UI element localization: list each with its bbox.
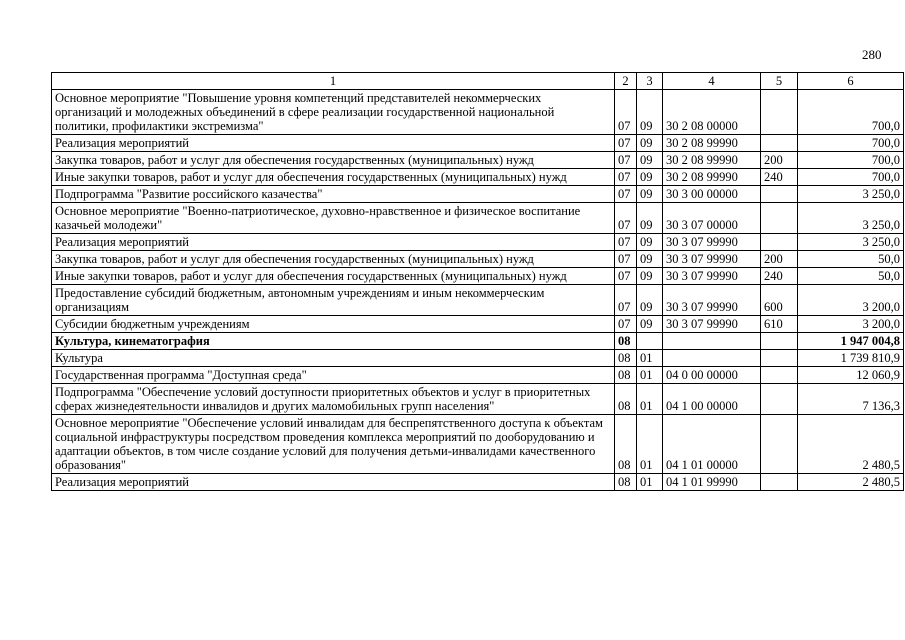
row-section-cell: 07 bbox=[615, 316, 637, 333]
row-section-cell: 07 bbox=[615, 186, 637, 203]
table-row bbox=[52, 152, 904, 169]
row-subsection-cell: 09 bbox=[637, 135, 663, 152]
row-name-cell: Государственная программа "Доступная среда" bbox=[52, 367, 615, 384]
row-target-article-cell: 04 1 00 00000 bbox=[663, 384, 761, 415]
table-row bbox=[52, 268, 904, 285]
row-name-cell: Культура bbox=[52, 350, 615, 367]
header-cell: 4 bbox=[663, 73, 761, 90]
row-name-cell: Предоставление субсидий бюджетным, автономным учреждениям и иным некоммерческим организациям bbox=[52, 285, 615, 316]
row-target-article-cell bbox=[663, 333, 761, 350]
table-row bbox=[52, 316, 904, 333]
row-target-article-cell: 04 1 01 00000 bbox=[663, 415, 761, 474]
row-amount-cell: 2 480,5 bbox=[798, 415, 904, 474]
row-name-cell: Реализация мероприятий bbox=[52, 474, 615, 491]
row-subsection-cell: 01 bbox=[637, 367, 663, 384]
table-row bbox=[52, 350, 904, 367]
row-amount-cell: 3 250,0 bbox=[798, 203, 904, 234]
table-row bbox=[52, 186, 904, 203]
row-name-cell: Основное мероприятие "Повышение уровня компетенций представителей некоммерческих организаций и молодежных объединений в сфере реализации государственной национальной политики, профилактики экстремизма" bbox=[52, 90, 615, 135]
row-subsection-cell: 09 bbox=[637, 316, 663, 333]
table-header-row bbox=[52, 73, 904, 90]
table-row bbox=[52, 384, 904, 415]
table-row bbox=[52, 203, 904, 234]
row-amount-cell: 3 200,0 bbox=[798, 285, 904, 316]
row-name-cell: Основное мероприятие "Обеспечение условий инвалидам для беспрепятственного доступа к объектам социальной инфраструктуры посредством проведения комплекса мероприятий по дооборудованию и адаптации объектов, в том числе создание условий для получения детьми-инвалидами качественного образования" bbox=[52, 415, 615, 474]
table-row bbox=[52, 135, 904, 152]
row-section-cell: 07 bbox=[615, 203, 637, 234]
row-expense-type-cell bbox=[761, 90, 798, 135]
row-section-cell: 07 bbox=[615, 152, 637, 169]
table-row bbox=[52, 234, 904, 251]
row-section-cell: 07 bbox=[615, 234, 637, 251]
row-subsection-cell: 09 bbox=[637, 234, 663, 251]
row-subsection-cell: 01 bbox=[637, 474, 663, 491]
row-section-cell: 08 bbox=[615, 384, 637, 415]
table-row bbox=[52, 415, 904, 474]
row-section-cell: 07 bbox=[615, 135, 637, 152]
row-section-cell: 08 bbox=[615, 333, 637, 350]
row-amount-cell: 700,0 bbox=[798, 169, 904, 186]
row-name-cell: Реализация мероприятий bbox=[52, 135, 615, 152]
row-expense-type-cell bbox=[761, 384, 798, 415]
row-amount-cell: 1 947 004,8 bbox=[798, 333, 904, 350]
table-row bbox=[52, 90, 904, 135]
row-expense-type-cell: 240 bbox=[761, 268, 798, 285]
row-subsection-cell: 09 bbox=[637, 152, 663, 169]
row-subsection-cell: 09 bbox=[637, 203, 663, 234]
row-subsection-cell: 09 bbox=[637, 251, 663, 268]
table-row bbox=[52, 251, 904, 268]
row-amount-cell: 700,0 bbox=[798, 90, 904, 135]
row-section-cell: 08 bbox=[615, 474, 637, 491]
row-section-cell: 07 bbox=[615, 169, 637, 186]
page-number: 280 bbox=[862, 47, 882, 62]
row-expense-type-cell: 600 bbox=[761, 285, 798, 316]
row-subsection-cell: 09 bbox=[637, 169, 663, 186]
table-row bbox=[52, 333, 904, 350]
row-section-cell: 07 bbox=[615, 90, 637, 135]
header-cell: 2 bbox=[615, 73, 637, 90]
table-row bbox=[52, 285, 904, 316]
row-section-cell: 08 bbox=[615, 415, 637, 474]
row-name-cell: Подпрограмма "Обеспечение условий доступности приоритетных объектов и услуг в приоритетных сферах жизнедеятельности инвалидов и других маломобильных групп населения" bbox=[52, 384, 615, 415]
row-amount-cell: 7 136,3 bbox=[798, 384, 904, 415]
row-target-article-cell: 30 3 07 99990 bbox=[663, 268, 761, 285]
header-cell: 1 bbox=[52, 73, 615, 90]
row-name-cell: Иные закупки товаров, работ и услуг для обеспечения государственных (муниципальных) нужд bbox=[52, 169, 615, 186]
table-row bbox=[52, 367, 904, 384]
row-name-cell: Реализация мероприятий bbox=[52, 234, 615, 251]
row-expense-type-cell bbox=[761, 367, 798, 384]
row-name-cell: Культура, кинематография bbox=[52, 333, 615, 350]
row-target-article-cell: 30 3 07 99990 bbox=[663, 316, 761, 333]
budget-table bbox=[51, 72, 904, 491]
row-section-cell: 07 bbox=[615, 251, 637, 268]
row-expense-type-cell bbox=[761, 203, 798, 234]
row-subsection-cell: 09 bbox=[637, 268, 663, 285]
row-subsection-cell: 01 bbox=[637, 384, 663, 415]
table-row bbox=[52, 169, 904, 186]
row-name-cell: Закупка товаров, работ и услуг для обеспечения государственных (муниципальных) нужд bbox=[52, 152, 615, 169]
table-row bbox=[52, 474, 904, 491]
row-name-cell: Основное мероприятие "Военно-патриотическое, духовно-нравственное и физическое воспитание казачьей молодежи" bbox=[52, 203, 615, 234]
row-subsection-cell: 01 bbox=[637, 350, 663, 367]
row-amount-cell: 3 200,0 bbox=[798, 316, 904, 333]
row-amount-cell: 700,0 bbox=[798, 135, 904, 152]
row-subsection-cell: 01 bbox=[637, 415, 663, 474]
row-expense-type-cell bbox=[761, 415, 798, 474]
row-expense-type-cell bbox=[761, 350, 798, 367]
row-expense-type-cell bbox=[761, 333, 798, 350]
row-target-article-cell: 30 3 00 00000 bbox=[663, 186, 761, 203]
row-name-cell: Подпрограмма "Развитие российского казачества" bbox=[52, 186, 615, 203]
row-expense-type-cell: 200 bbox=[761, 251, 798, 268]
row-target-article-cell: 04 1 01 99990 bbox=[663, 474, 761, 491]
row-section-cell: 08 bbox=[615, 350, 637, 367]
row-target-article-cell: 30 3 07 99990 bbox=[663, 285, 761, 316]
row-expense-type-cell: 200 bbox=[761, 152, 798, 169]
row-subsection-cell bbox=[637, 333, 663, 350]
row-name-cell: Субсидии бюджетным учреждениям bbox=[52, 316, 615, 333]
row-target-article-cell: 04 0 00 00000 bbox=[663, 367, 761, 384]
row-target-article-cell bbox=[663, 350, 761, 367]
row-expense-type-cell bbox=[761, 186, 798, 203]
row-target-article-cell: 30 3 07 99990 bbox=[663, 234, 761, 251]
row-expense-type-cell bbox=[761, 474, 798, 491]
row-expense-type-cell: 610 bbox=[761, 316, 798, 333]
row-section-cell: 07 bbox=[615, 285, 637, 316]
row-subsection-cell: 09 bbox=[637, 90, 663, 135]
row-target-article-cell: 30 2 08 99990 bbox=[663, 152, 761, 169]
row-amount-cell: 2 480,5 bbox=[798, 474, 904, 491]
row-target-article-cell: 30 3 07 99990 bbox=[663, 251, 761, 268]
row-expense-type-cell bbox=[761, 135, 798, 152]
row-name-cell: Закупка товаров, работ и услуг для обеспечения государственных (муниципальных) нужд bbox=[52, 251, 615, 268]
row-subsection-cell: 09 bbox=[637, 186, 663, 203]
row-name-cell: Иные закупки товаров, работ и услуг для обеспечения государственных (муниципальных) нужд bbox=[52, 268, 615, 285]
row-amount-cell: 12 060,9 bbox=[798, 367, 904, 384]
row-section-cell: 08 bbox=[615, 367, 637, 384]
row-expense-type-cell: 240 bbox=[761, 169, 798, 186]
header-cell: 3 bbox=[637, 73, 663, 90]
header-cell: 5 bbox=[761, 73, 798, 90]
row-amount-cell: 3 250,0 bbox=[798, 234, 904, 251]
row-target-article-cell: 30 2 08 99990 bbox=[663, 135, 761, 152]
row-amount-cell: 3 250,0 bbox=[798, 186, 904, 203]
row-expense-type-cell bbox=[761, 234, 798, 251]
header-cell: 6 bbox=[798, 73, 904, 90]
row-target-article-cell: 30 3 07 00000 bbox=[663, 203, 761, 234]
row-amount-cell: 700,0 bbox=[798, 152, 904, 169]
row-target-article-cell: 30 2 08 00000 bbox=[663, 90, 761, 135]
row-amount-cell: 1 739 810,9 bbox=[798, 350, 904, 367]
row-section-cell: 07 bbox=[615, 268, 637, 285]
row-amount-cell: 50,0 bbox=[798, 268, 904, 285]
row-amount-cell: 50,0 bbox=[798, 251, 904, 268]
row-target-article-cell: 30 2 08 99990 bbox=[663, 169, 761, 186]
row-subsection-cell: 09 bbox=[637, 285, 663, 316]
